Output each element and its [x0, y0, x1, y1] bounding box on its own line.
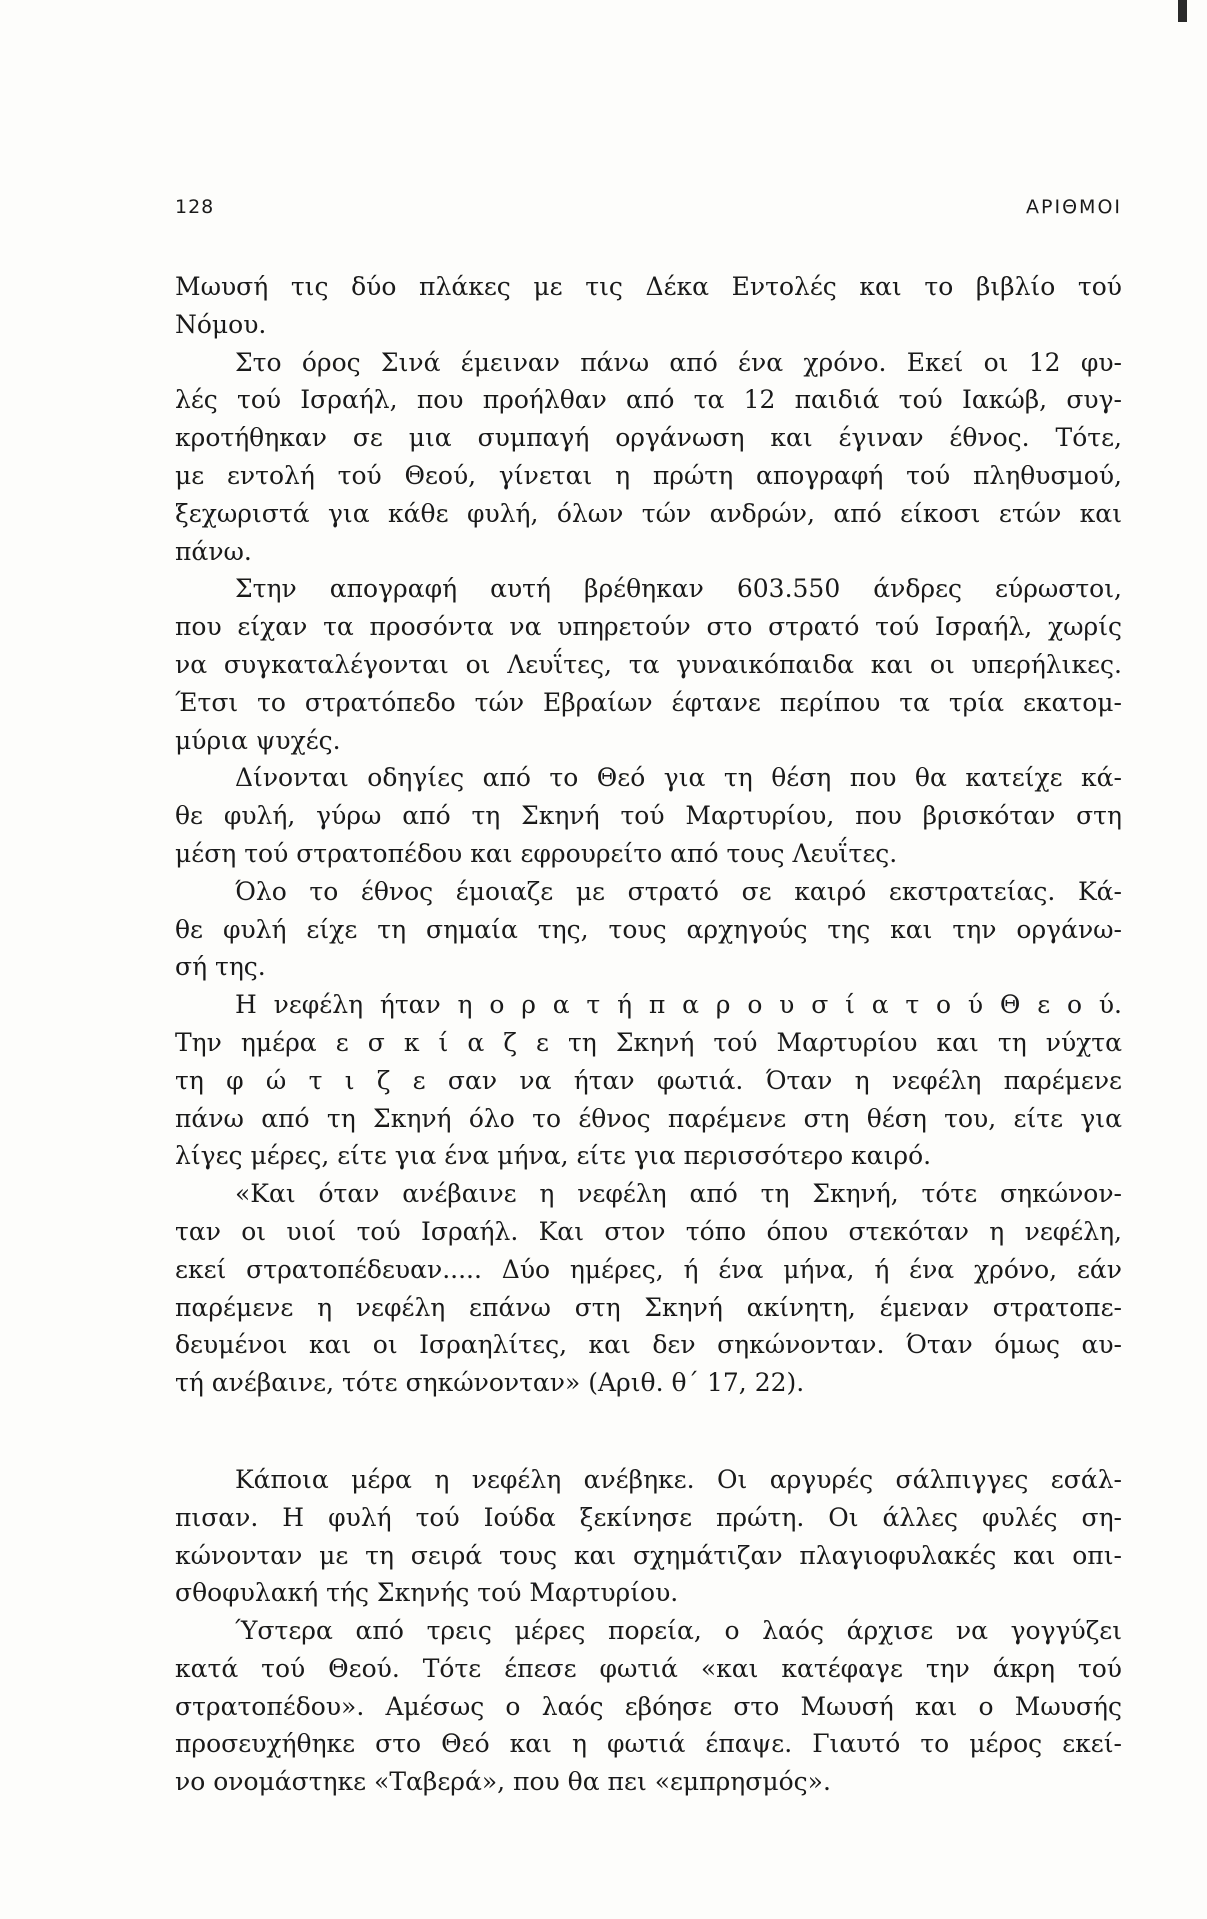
- running-title: ΑΡΙΘΜΟΙ: [1026, 196, 1122, 218]
- text-line: παρέμενε η νεφέλη επάνω στη Σκηνή ακίνητη, έμεναν στρατοπε-: [175, 1292, 1122, 1322]
- text-line: δευμένοι και οι Ισραηλίτες, και δεν σηκώνονταν. Όταν όμως αυ-: [175, 1330, 1122, 1360]
- text-line: εκεί στρατοπέδευαν..... Δύο ημέρες, ή ένα μήνα, ή ένα χρόνο, εάν: [175, 1254, 1122, 1284]
- text-line: Στο όρος Σινά έμειναν πάνω από ένα χρόνο. Εκεί οι 12 φυ-: [235, 347, 1122, 377]
- text-line: μύρια ψυχές.: [175, 725, 341, 755]
- text-line: στρατοπέδου». Αμέσως ο λαός εβόησε στο Μωυσή και ο Μωυσής: [175, 1691, 1122, 1721]
- text-line: Νόμου.: [175, 309, 267, 339]
- text-line: θε φυλή, γύρω από τη Σκηνή τού Μαρτυρίου, που βρισκόταν στη: [175, 801, 1122, 831]
- text-line: Η νεφέλη ήταν η ο ρ α τ ή π α ρ ο υ σ ί α τ ο ύ Θ ε ο ύ.: [235, 990, 1122, 1020]
- page-number: 128: [175, 196, 215, 218]
- text-line: Όλο το έθνος έμοιαζε με στρατό σε καιρό εκστρατείας. Κά-: [235, 876, 1122, 906]
- text-line: «Και όταν ανέβαινε η νεφέλη από τη Σκηνή, τότε σηκώνον-: [235, 1179, 1122, 1209]
- text-line: τη φ ώ τ ι ζ ε σαν να ήταν φωτιά. Όταν η νεφέλη παρέμενε: [175, 1065, 1122, 1095]
- text-line: πισαν. Η φυλή τού Ιούδα ξεκίνησε πρώτη. Οι άλλες φυλές ση-: [175, 1502, 1122, 1532]
- text-line: να συγκαταλέγονται οι Λευΐτες, τα γυναικόπαιδα και οι υπερήλικες.: [175, 649, 1122, 679]
- section-gap: [175, 1402, 1122, 1461]
- text-line: νο ονομάστηκε «Ταβερά», που θα πει «εμπρησμός».: [175, 1767, 831, 1797]
- text-line: κώνονταν με τη σειρά τους και σχημάτιζαν πλαγιοφυλακές και οπι-: [175, 1540, 1122, 1570]
- text-line: Έτσι το στρατόπεδο τών Εβραίων έφτανε περίπου τα τρία εκατομ-: [175, 687, 1122, 717]
- scan-edge-mark: [1178, 0, 1187, 22]
- text-line: μέση τού στρατοπέδου και εφρουρείτο από τους Λευΐτες.: [175, 838, 898, 868]
- text-line: σή της.: [175, 952, 266, 982]
- text-line: Κάποια μέρα η νεφέλη ανέβηκε. Οι αργυρές σάλπιγγες εσάλ-: [235, 1464, 1122, 1494]
- text-line: λές τού Ισραήλ, που προήλθαν από τα 12 παιδιά τού Ιακώβ, συγ-: [175, 385, 1122, 415]
- text-line: σθοφυλακή τής Σκηνής τού Μαρτυρίου.: [175, 1578, 679, 1608]
- page-header: [175, 196, 1122, 224]
- body-text: [175, 268, 1122, 1801]
- text-line: πάνω.: [175, 536, 252, 566]
- text-line: Την ημέρα ε σ κ ί α ζ ε τη Σκηνή τού Μαρτυρίου και τη νύχτα: [175, 1027, 1122, 1057]
- text-part-2: [175, 1461, 1122, 1801]
- text-line: κροτήθηκαν σε μια συμπαγή οργάνωση και έγιναν έθνος. Τότε,: [175, 423, 1122, 453]
- text-part-1: [175, 268, 1122, 1402]
- text-line: Ύστερα από τρεις μέρες πορεία, ο λαός άρχισε να γογγύζει: [235, 1616, 1122, 1646]
- text-line: πάνω από τη Σκηνή όλο το έθνος παρέμενε στη θέση του, είτε για: [175, 1103, 1122, 1133]
- text-line: Στην απογραφή αυτή βρέθηκαν 603.550 άνδρες εύρωστοι,: [235, 574, 1122, 604]
- text-line: ξεχωριστά για κάθε φυλή, όλων τών ανδρών, από είκοσι ετών και: [175, 498, 1122, 528]
- text-line: προσευχήθηκε στο Θεό και η φωτιά έπαψε. Γιαυτό το μέρος εκεί-: [175, 1729, 1122, 1759]
- text-line: με εντολή τού Θεού, γίνεται η πρώτη απογραφή τού πληθυσμού,: [175, 460, 1122, 490]
- text-line: θε φυλή είχε τη σημαία της, τους αρχηγούς της και την οργάνω-: [175, 914, 1122, 944]
- text-line: Δίνονται οδηγίες από το Θεό για τη θέση που θα κατείχε κά-: [235, 763, 1122, 793]
- text-line: τή ανέβαινε, τότε σηκώνονταν» (Αριθ. θ΄ 17, 22).: [175, 1368, 805, 1398]
- text-line: που είχαν τα προσόντα να υπηρετούν στο στρατό τού Ισραήλ, χωρίς: [175, 612, 1122, 642]
- text-line: κατά τού Θεού. Τότε έπεσε φωτιά «και κατέφαγε την άκρη τού: [175, 1653, 1122, 1683]
- text-line: ταν οι υιοί τού Ισραήλ. Και στον τόπο όπου στεκόταν η νεφέλη,: [175, 1216, 1122, 1246]
- text-line: λίγες μέρες, είτε για ένα μήνα, είτε για περισσότερο καιρό.: [175, 1141, 932, 1171]
- text-line: Μωυσή τις δύο πλάκες με τις Δέκα Εντολές και το βιβλίο τού: [175, 272, 1122, 301]
